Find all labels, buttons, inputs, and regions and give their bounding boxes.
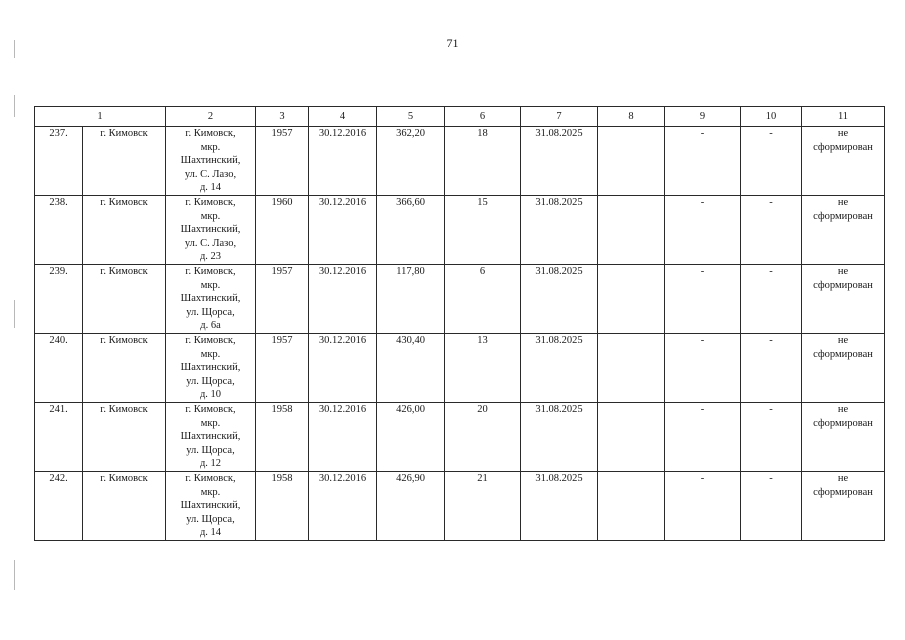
area-cell: 117,80 <box>377 265 445 334</box>
address-line: д. 10 <box>199 389 222 401</box>
column-10-cell: - <box>741 472 802 541</box>
address-line: г. Кимовск, <box>185 335 236 346</box>
row-number: 241. <box>35 403 83 472</box>
address-line: Шахтинский, <box>180 431 241 443</box>
residents-cell: 18 <box>445 127 521 196</box>
year-cell: 1958 <box>256 472 309 541</box>
municipality-cell: г. Кимовск <box>83 196 166 265</box>
area-cell: 426,90 <box>377 472 445 541</box>
address-line: д. 14 <box>199 182 222 194</box>
date-cell: 30.12.2016 <box>309 127 377 196</box>
municipality-cell: г. Кимовск <box>83 265 166 334</box>
row-number: 242. <box>35 472 83 541</box>
column-9-cell: - <box>665 196 741 265</box>
column-header: 6 <box>445 107 521 127</box>
column-9-cell: - <box>665 472 741 541</box>
status-cell <box>802 403 885 472</box>
residents-cell: 6 <box>445 265 521 334</box>
row-number: 237. <box>35 127 83 196</box>
municipality-cell: г. Кимовск <box>83 334 166 403</box>
scan-edge-mark <box>14 40 15 58</box>
address-line: д. 12 <box>199 458 222 470</box>
column-8-cell <box>598 265 665 334</box>
column-8-cell <box>598 403 665 472</box>
area-cell: 362,20 <box>377 127 445 196</box>
status-line: не <box>837 335 849 346</box>
address-line: мкр. <box>200 348 221 360</box>
status-line: не <box>837 128 849 139</box>
address-line: мкр. <box>200 210 221 222</box>
address-line: г. Кимовск, <box>185 128 236 139</box>
address-line: г. Кимовск, <box>185 266 236 277</box>
address-cell <box>166 265 256 334</box>
column-8-cell <box>598 334 665 403</box>
address-line: г. Кимовск, <box>185 197 236 208</box>
column-header: 11 <box>802 107 885 127</box>
area-cell: 430,40 <box>377 334 445 403</box>
residents-cell: 21 <box>445 472 521 541</box>
row-number: 238. <box>35 196 83 265</box>
municipality-cell: г. Кимовск <box>83 403 166 472</box>
residents-cell: 15 <box>445 196 521 265</box>
scan-edge-mark <box>14 560 15 590</box>
area-cell: 366,60 <box>377 196 445 265</box>
area-cell: 426,00 <box>377 403 445 472</box>
column-header: 2 <box>166 107 256 127</box>
address-line: ул. Щорса, <box>186 444 235 456</box>
status-line: не <box>837 197 849 208</box>
page-number: 71 <box>446 36 459 50</box>
year-cell: 1957 <box>256 265 309 334</box>
column-9-cell: - <box>665 265 741 334</box>
status-cell <box>802 334 885 403</box>
address-line: д. 6а <box>200 320 221 332</box>
status-line: не <box>837 473 849 484</box>
address-line: д. 14 <box>199 527 222 539</box>
status-line: сформирован <box>813 486 873 498</box>
address-line: мкр. <box>200 417 221 429</box>
column-9-cell: - <box>665 403 741 472</box>
scan-edge-mark <box>14 300 15 328</box>
address-line: мкр. <box>200 279 221 291</box>
address-cell <box>166 472 256 541</box>
address-cell <box>166 403 256 472</box>
deadline-cell: 31.08.2025 <box>521 196 598 265</box>
deadline-cell: 31.08.2025 <box>521 403 598 472</box>
column-8-cell <box>598 127 665 196</box>
address-line: ул. С. Лазо, <box>184 237 237 249</box>
status-line: сформирован <box>813 417 873 429</box>
date-cell: 30.12.2016 <box>309 334 377 403</box>
column-header: 7 <box>521 107 598 127</box>
address-line: ул. С. Лазо, <box>184 168 237 180</box>
address-line: Шахтинский, <box>180 155 241 167</box>
column-header: 9 <box>665 107 741 127</box>
date-cell: 30.12.2016 <box>309 403 377 472</box>
address-line: г. Кимовск, <box>185 404 236 415</box>
address-line: Шахтинский, <box>180 224 241 236</box>
municipality-cell: г. Кимовск <box>83 127 166 196</box>
deadline-cell: 31.08.2025 <box>521 334 598 403</box>
column-9-cell: - <box>665 334 741 403</box>
column-header: 3 <box>256 107 309 127</box>
row-number: 240. <box>35 334 83 403</box>
address-cell <box>166 334 256 403</box>
address-line: Шахтинский, <box>180 293 241 305</box>
row-number: 239. <box>35 265 83 334</box>
column-8-cell <box>598 196 665 265</box>
address-line: Шахтинский, <box>180 500 241 512</box>
address-line: мкр. <box>200 486 221 498</box>
column-header: 5 <box>377 107 445 127</box>
housing-table <box>34 106 885 541</box>
status-cell <box>802 265 885 334</box>
column-10-cell: - <box>741 265 802 334</box>
table-row <box>35 472 885 541</box>
address-line: мкр. <box>200 141 221 153</box>
address-line: ул. Щорса, <box>186 375 235 387</box>
table-row <box>35 127 885 196</box>
year-cell: 1957 <box>256 127 309 196</box>
address-line: г. Кимовск, <box>185 473 236 484</box>
address-line: ул. Щорса, <box>186 513 235 525</box>
column-8-cell <box>598 472 665 541</box>
deadline-cell: 31.08.2025 <box>521 127 598 196</box>
address-line: д. 23 <box>199 251 222 263</box>
year-cell: 1957 <box>256 334 309 403</box>
table-row <box>35 403 885 472</box>
residents-cell: 13 <box>445 334 521 403</box>
address-line: ул. Щорса, <box>186 306 235 318</box>
residents-cell: 20 <box>445 403 521 472</box>
status-line: сформирован <box>813 210 873 222</box>
status-line: сформирован <box>813 348 873 360</box>
scan-edge-mark <box>14 95 15 117</box>
status-line: не <box>837 404 849 415</box>
status-cell <box>802 472 885 541</box>
column-10-cell: - <box>741 196 802 265</box>
table-body <box>35 127 885 541</box>
address-cell <box>166 127 256 196</box>
date-cell: 30.12.2016 <box>309 265 377 334</box>
column-10-cell: - <box>741 403 802 472</box>
column-10-cell: - <box>741 127 802 196</box>
table-row <box>35 265 885 334</box>
date-cell: 30.12.2016 <box>309 472 377 541</box>
deadline-cell: 31.08.2025 <box>521 265 598 334</box>
column-header: 10 <box>741 107 802 127</box>
column-header: 4 <box>309 107 377 127</box>
municipality-cell: г. Кимовск <box>83 472 166 541</box>
address-line: Шахтинский, <box>180 362 241 374</box>
column-header: 1 <box>35 107 166 127</box>
deadline-cell: 31.08.2025 <box>521 472 598 541</box>
column-9-cell: - <box>665 127 741 196</box>
address-cell <box>166 196 256 265</box>
status-cell <box>802 127 885 196</box>
status-line: не <box>837 266 849 277</box>
table-row <box>35 334 885 403</box>
year-cell: 1960 <box>256 196 309 265</box>
table-row <box>35 196 885 265</box>
status-cell <box>802 196 885 265</box>
year-cell: 1958 <box>256 403 309 472</box>
header-row <box>35 107 885 127</box>
status-line: сформирован <box>813 279 873 291</box>
column-header: 8 <box>598 107 665 127</box>
status-line: сформирован <box>813 141 873 153</box>
column-10-cell: - <box>741 334 802 403</box>
date-cell: 30.12.2016 <box>309 196 377 265</box>
